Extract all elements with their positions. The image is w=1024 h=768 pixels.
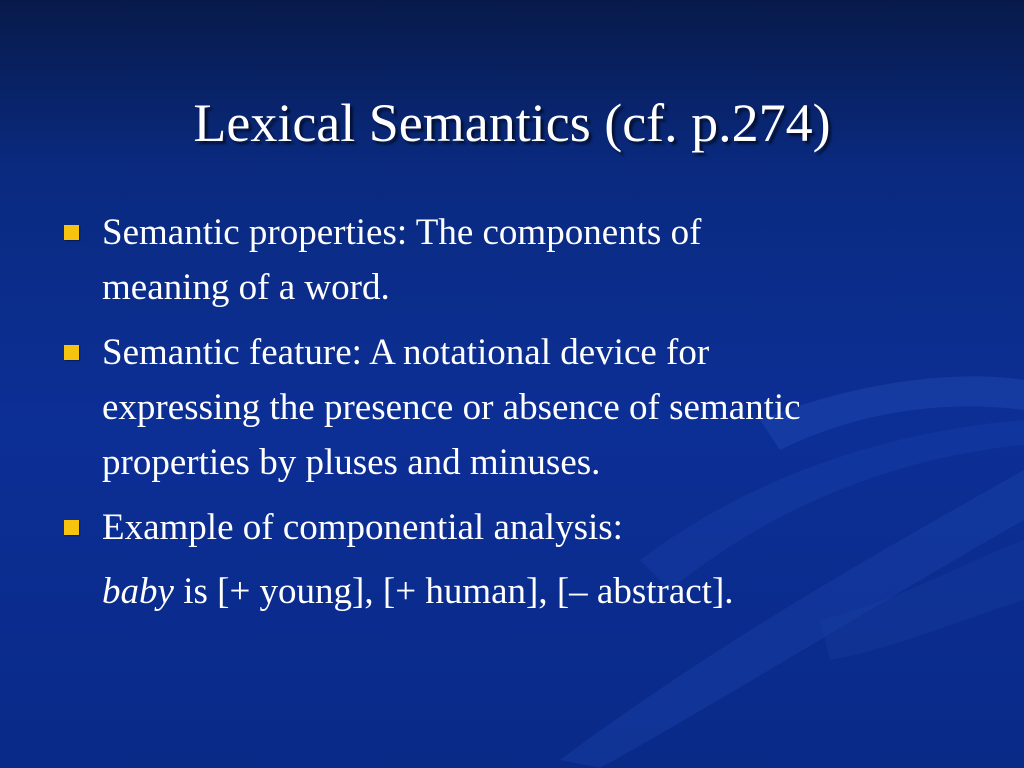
square-bullet-icon (64, 520, 79, 535)
bullet-text-line: meaning of a word. (102, 267, 390, 308)
example-features: is [+ young], [+ human], [– abstract]. (173, 571, 734, 612)
example-term: baby (102, 571, 174, 612)
square-bullet-icon (64, 225, 79, 240)
bullet-text-line: properties by pluses and minuses. (102, 442, 601, 483)
bullet-text-line: Example of componential analysis: (102, 507, 623, 548)
bullet-text-line: expressing the presence or absence of semantic (102, 387, 801, 428)
bullet-text-line: Semantic properties: The components of (102, 212, 702, 253)
bullet-item (62, 205, 962, 315)
square-bullet-icon (64, 345, 79, 360)
bullet-list (62, 205, 962, 565)
bullet-item (62, 325, 962, 490)
bullet-text-line: Semantic feature: A notational device for (102, 332, 710, 373)
slide-title: Lexical Semantics (cf. p.274) (193, 93, 831, 153)
example-line (102, 564, 734, 619)
bullet-item (62, 500, 962, 555)
